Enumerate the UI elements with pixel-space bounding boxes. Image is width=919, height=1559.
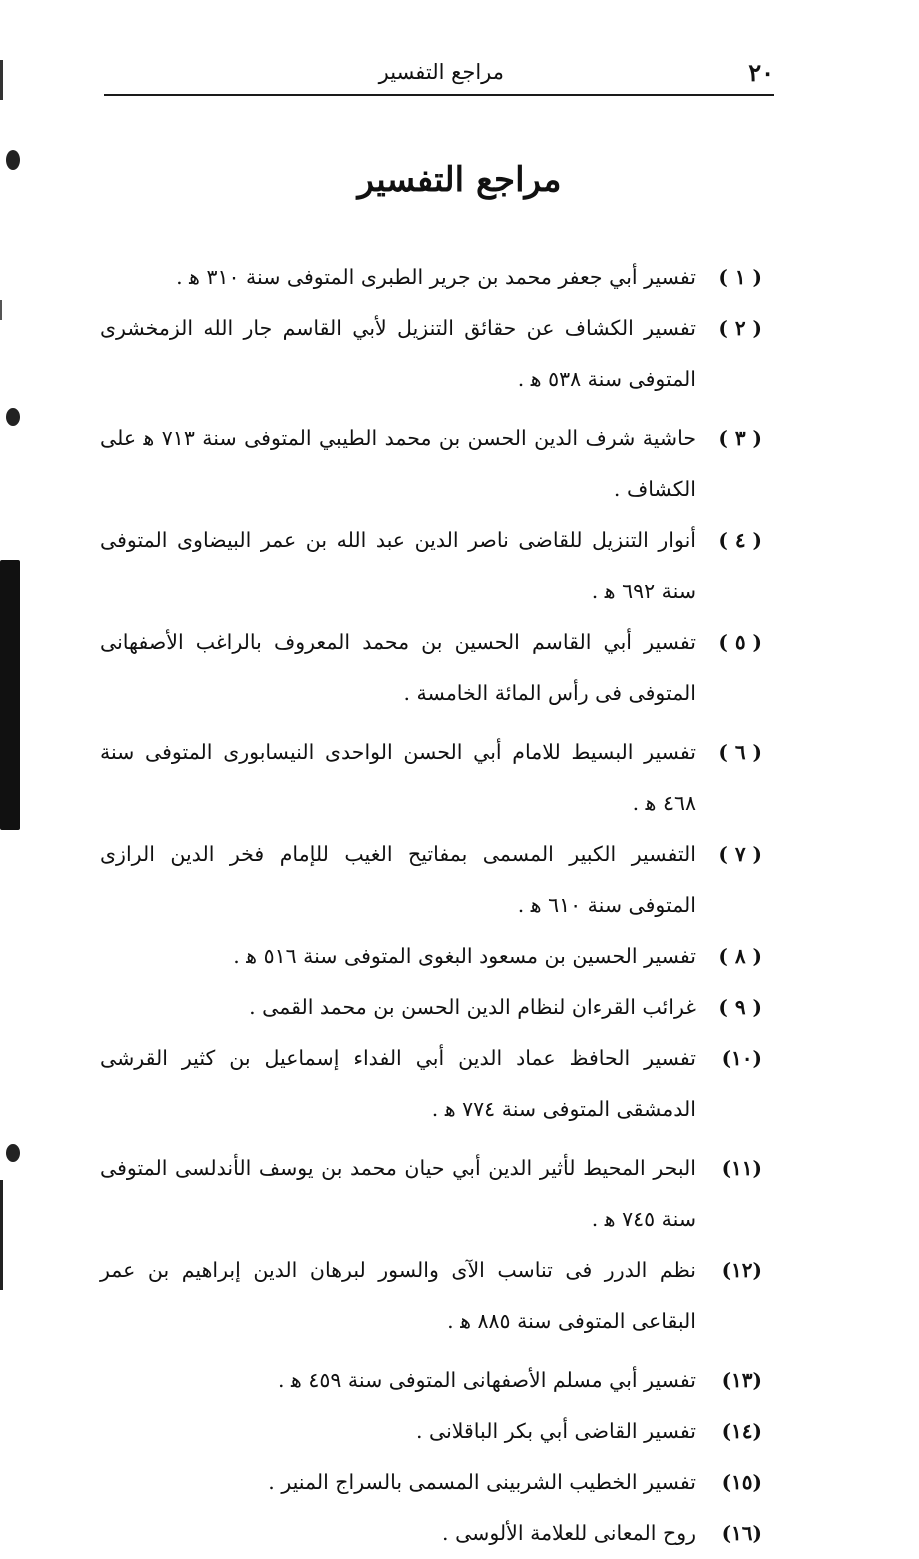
- entry-number: (١٢): [721, 1258, 762, 1282]
- entry-number: ( ٢ ): [718, 316, 762, 340]
- entry-text: تفسير الكشاف عن حقائق التنزيل لأبي القاسم جار الله الزمخشرى المتوفى سنة ٥٣٨ ﻫ .: [100, 316, 696, 391]
- entry-text: نظم الدرر فى تناسب الآى والسور لبرهان الدين إبراهيم بن عمر البقاعى المتوفى سنة ٨٨٥ ﻫ .: [100, 1258, 696, 1333]
- entry-number: (١١): [721, 1156, 762, 1180]
- entry-number: (١٤): [721, 1419, 762, 1443]
- page-title: مراجع التفسير: [357, 160, 562, 200]
- list-item: [100, 1033, 762, 1135]
- entry-text: تفسير أبي القاسم الحسين بن محمد المعروف بالراغب الأصفهانى المتوفى فى رأس المائة الخامسة .: [100, 630, 696, 705]
- scan-edge-mark: [6, 1144, 20, 1162]
- scan-edge-mark: [0, 1180, 3, 1290]
- list-item: [100, 303, 762, 405]
- list-item: [100, 1406, 762, 1457]
- entry-text: تفسير أبي جعفر محمد بن جرير الطبرى المتوفى سنة ٣١٠ ﻫ .: [176, 265, 696, 289]
- entry-number: (١٥): [721, 1470, 762, 1494]
- list-item: [100, 982, 762, 1033]
- entry-number: ( ٦ ): [718, 740, 762, 764]
- entry-text: تفسير الخطيب الشربينى المسمى بالسراج المنير .: [268, 1470, 696, 1494]
- list-item: [100, 1355, 762, 1406]
- entry-text: البحر المحيط لأثير الدين أبي حيان محمد بن يوسف الأندلسى المتوفى سنة ٧٤٥ ﻫ .: [100, 1156, 696, 1231]
- entry-text: روح المعانى للعلامة الألوسى .: [442, 1521, 696, 1545]
- entry-number: ( ٤ ): [718, 528, 762, 552]
- page-number: ٢٠: [748, 58, 774, 87]
- list-item: [100, 1143, 762, 1245]
- entry-number: ( ١ ): [718, 265, 762, 289]
- spacer: [100, 1347, 762, 1355]
- spacer: [100, 719, 762, 727]
- entry-text: تفسير الحافظ عماد الدين أبي الفداء إسماعيل بن كثير القرشى الدمشقى المتوفى سنة ٧٧٤ ﻫ .: [100, 1046, 696, 1121]
- entry-text: تفسير أبي مسلم الأصفهانى المتوفى سنة ٤٥٩ ﻫ .: [277, 1368, 696, 1392]
- list-item: [100, 1245, 762, 1347]
- list-item: [100, 727, 762, 829]
- entry-number: ( ٨ ): [718, 944, 762, 968]
- entry-number: ( ٧ ): [718, 842, 762, 866]
- entry-text: أنوار التنزيل للقاضى ناصر الدين عبد الله بن عمر البيضاوى المتوفى سنة ٦٩٢ ﻫ .: [100, 528, 696, 603]
- spacer: [100, 405, 762, 413]
- entry-number: ( ٥ ): [718, 630, 762, 654]
- entry-text: تفسير البسيط للامام أبي الحسن الواحدى النيسابورى المتوفى سنة ٤٦٨ ﻫ .: [100, 740, 696, 815]
- running-header: [104, 58, 774, 94]
- entry-number: (١٣): [721, 1368, 762, 1392]
- list-item: [100, 1508, 762, 1559]
- entry-number: ( ٩ ): [718, 995, 762, 1019]
- list-item: [100, 413, 762, 515]
- entry-number: ( ٣ ): [718, 426, 762, 450]
- entry-text: تفسير القاضى أبي بكر الباقلانى .: [415, 1419, 696, 1443]
- list-item: [100, 931, 762, 982]
- spacer: [100, 1135, 762, 1143]
- scan-edge-mark: [0, 300, 2, 320]
- running-title: مراجع التفسير: [378, 60, 504, 84]
- scan-edge-mark: [0, 560, 20, 830]
- list-item: [100, 1457, 762, 1508]
- scan-edge-mark: [6, 408, 20, 426]
- entry-text: غرائب القرءان لنظام الدين الحسن بن محمد القمى .: [249, 995, 696, 1019]
- entry-text: حاشية شرف الدين الحسن بن محمد الطيبي المتوفى سنة ٧١٣ ﻫ على الكشاف .: [100, 426, 697, 501]
- list-item: [100, 829, 762, 931]
- list-item: [100, 252, 762, 303]
- references-list: [100, 252, 762, 1559]
- scan-edge-mark: [0, 60, 3, 100]
- entry-text: تفسير الحسين بن مسعود البغوى المتوفى سنة ٥١٦ ﻫ .: [233, 944, 696, 968]
- entry-number: (١٦): [721, 1521, 762, 1545]
- list-item: [100, 515, 762, 617]
- entry-text: التفسير الكبير المسمى بمفاتيح الغيب للإمام فخر الدين الرازى المتوفى سنة ٦١٠ ﻫ .: [100, 842, 696, 917]
- header-rule: [104, 94, 774, 96]
- list-item: [100, 617, 762, 719]
- entry-number: (١٠): [721, 1046, 762, 1070]
